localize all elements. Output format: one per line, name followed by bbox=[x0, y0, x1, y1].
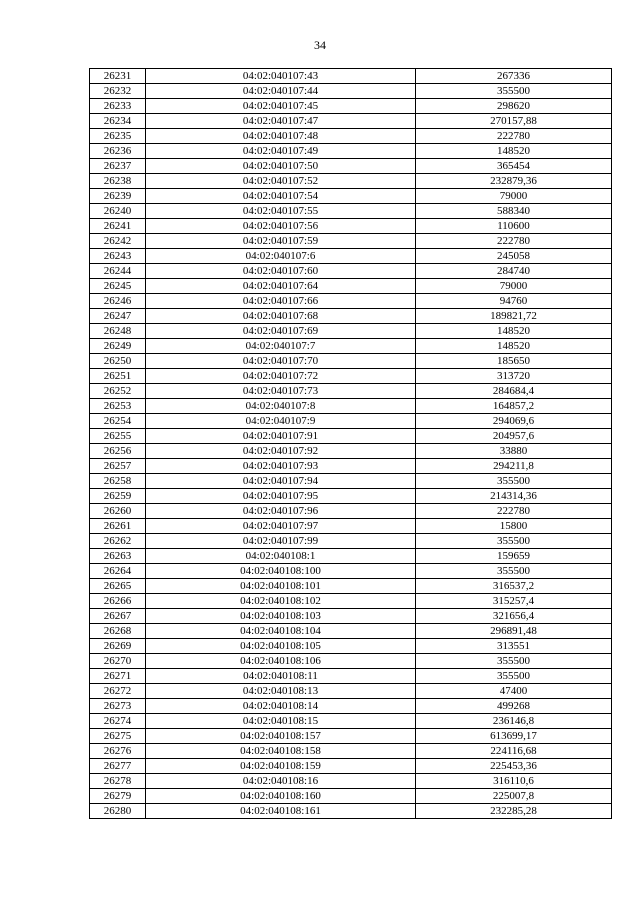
row-number-cell: 26267 bbox=[90, 609, 146, 624]
row-number-cell: 26260 bbox=[90, 504, 146, 519]
row-number-cell: 26265 bbox=[90, 579, 146, 594]
row-number-cell: 26245 bbox=[90, 279, 146, 294]
cadastral-value-cell: 355500 bbox=[416, 534, 612, 549]
cadastral-number-cell: 04:02:040107:93 bbox=[146, 459, 416, 474]
row-number-cell: 26249 bbox=[90, 339, 146, 354]
table-row bbox=[90, 129, 612, 144]
table-row bbox=[90, 354, 612, 369]
cadastral-value-cell: 355500 bbox=[416, 474, 612, 489]
row-number-cell: 26255 bbox=[90, 429, 146, 444]
cadastral-value-cell: 222780 bbox=[416, 129, 612, 144]
cadastral-value-cell: 204957,6 bbox=[416, 429, 612, 444]
row-number-cell: 26273 bbox=[90, 699, 146, 714]
row-number-cell: 26240 bbox=[90, 204, 146, 219]
table-row bbox=[90, 519, 612, 534]
table-row bbox=[90, 399, 612, 414]
cadastral-number-cell: 04:02:040107:73 bbox=[146, 384, 416, 399]
cadastral-number-cell: 04:02:040107:44 bbox=[146, 84, 416, 99]
cadastral-value-cell: 313720 bbox=[416, 369, 612, 384]
page-number: 34 bbox=[314, 38, 326, 52]
row-number-cell: 26242 bbox=[90, 234, 146, 249]
table-row bbox=[90, 279, 612, 294]
table-row bbox=[90, 324, 612, 339]
table-row bbox=[90, 189, 612, 204]
row-number-cell: 26241 bbox=[90, 219, 146, 234]
row-number-cell: 26250 bbox=[90, 354, 146, 369]
row-number-cell: 26258 bbox=[90, 474, 146, 489]
table-row bbox=[90, 384, 612, 399]
row-number-cell: 26235 bbox=[90, 129, 146, 144]
cadastral-number-cell: 04:02:040107:91 bbox=[146, 429, 416, 444]
row-number-cell: 26232 bbox=[90, 84, 146, 99]
cadastral-number-cell: 04:02:040107:55 bbox=[146, 204, 416, 219]
table-row bbox=[90, 84, 612, 99]
table-row bbox=[90, 684, 612, 699]
table-row bbox=[90, 99, 612, 114]
row-number-cell: 26275 bbox=[90, 729, 146, 744]
row-number-cell: 26254 bbox=[90, 414, 146, 429]
row-number-cell: 26231 bbox=[90, 69, 146, 84]
cadastral-value-cell: 365454 bbox=[416, 159, 612, 174]
table-row bbox=[90, 774, 612, 789]
cadastral-number-cell: 04:02:040107:64 bbox=[146, 279, 416, 294]
row-number-cell: 26279 bbox=[90, 789, 146, 804]
table-row bbox=[90, 789, 612, 804]
cadastral-number-cell: 04:02:040107:95 bbox=[146, 489, 416, 504]
table-row bbox=[90, 699, 612, 714]
table-row bbox=[90, 624, 612, 639]
cadastral-number-cell: 04:02:040108:14 bbox=[146, 699, 416, 714]
table-row bbox=[90, 609, 612, 624]
row-number-cell: 26246 bbox=[90, 294, 146, 309]
row-number-cell: 26263 bbox=[90, 549, 146, 564]
row-number-cell: 26264 bbox=[90, 564, 146, 579]
cadastral-number-cell: 04:02:040107:72 bbox=[146, 369, 416, 384]
cadastral-number-cell: 04:02:040108:16 bbox=[146, 774, 416, 789]
cadastral-number-cell: 04:02:040108:106 bbox=[146, 654, 416, 669]
row-number-cell: 26272 bbox=[90, 684, 146, 699]
table-body bbox=[90, 69, 612, 819]
table-row bbox=[90, 234, 612, 249]
table-row bbox=[90, 639, 612, 654]
table-row bbox=[90, 759, 612, 774]
cadastral-value-cell: 355500 bbox=[416, 84, 612, 99]
cadastral-value-cell: 232879,36 bbox=[416, 174, 612, 189]
row-number-cell: 26239 bbox=[90, 189, 146, 204]
cadastral-value-cell: 164857,2 bbox=[416, 399, 612, 414]
table-row bbox=[90, 204, 612, 219]
cadastral-number-cell: 04:02:040108:102 bbox=[146, 594, 416, 609]
row-number-cell: 26266 bbox=[90, 594, 146, 609]
row-number-cell: 26262 bbox=[90, 534, 146, 549]
table-row bbox=[90, 489, 612, 504]
table-row bbox=[90, 429, 612, 444]
table-row bbox=[90, 459, 612, 474]
table-row bbox=[90, 744, 612, 759]
table-row bbox=[90, 309, 612, 324]
row-number-cell: 26269 bbox=[90, 639, 146, 654]
row-number-cell: 26233 bbox=[90, 99, 146, 114]
table-row bbox=[90, 714, 612, 729]
cadastral-value-cell: 284684,4 bbox=[416, 384, 612, 399]
cadastral-number-cell: 04:02:040108:103 bbox=[146, 609, 416, 624]
cadastral-value-cell: 148520 bbox=[416, 339, 612, 354]
cadastral-value-cell: 185650 bbox=[416, 354, 612, 369]
cadastral-number-cell: 04:02:040107:49 bbox=[146, 144, 416, 159]
cadastral-number-cell: 04:02:040108:13 bbox=[146, 684, 416, 699]
cadastral-number-cell: 04:02:040107:96 bbox=[146, 504, 416, 519]
cadastral-number-cell: 04:02:040108:105 bbox=[146, 639, 416, 654]
table-row bbox=[90, 594, 612, 609]
cadastral-number-cell: 04:02:040107:99 bbox=[146, 534, 416, 549]
table-row bbox=[90, 339, 612, 354]
table-row bbox=[90, 159, 612, 174]
cadastral-value-cell: 225453,36 bbox=[416, 759, 612, 774]
row-number-cell: 26247 bbox=[90, 309, 146, 324]
cadastral-number-cell: 04:02:040108:1 bbox=[146, 549, 416, 564]
cadastral-value-cell: 267336 bbox=[416, 69, 612, 84]
cadastral-value-cell: 588340 bbox=[416, 204, 612, 219]
table-row bbox=[90, 474, 612, 489]
cadastral-number-cell: 04:02:040107:94 bbox=[146, 474, 416, 489]
table-row bbox=[90, 69, 612, 84]
cadastral-value-cell: 245058 bbox=[416, 249, 612, 264]
cadastral-number-cell: 04:02:040107:70 bbox=[146, 354, 416, 369]
cadastral-value-cell: 148520 bbox=[416, 324, 612, 339]
row-number-cell: 26278 bbox=[90, 774, 146, 789]
cadastral-value-cell: 316537,2 bbox=[416, 579, 612, 594]
cadastral-number-cell: 04:02:040107:69 bbox=[146, 324, 416, 339]
cadastral-value-cell: 159659 bbox=[416, 549, 612, 564]
table-row bbox=[90, 669, 612, 684]
table-row bbox=[90, 729, 612, 744]
cadastral-value-cell: 79000 bbox=[416, 189, 612, 204]
cadastral-number-cell: 04:02:040107:50 bbox=[146, 159, 416, 174]
cadastral-number-cell: 04:02:040107:59 bbox=[146, 234, 416, 249]
cadastral-value-cell: 613699,17 bbox=[416, 729, 612, 744]
cadastral-number-cell: 04:02:040107:68 bbox=[146, 309, 416, 324]
cadastral-value-cell: 284740 bbox=[416, 264, 612, 279]
cadastral-value-cell: 355500 bbox=[416, 564, 612, 579]
cadastral-number-cell: 04:02:040108:160 bbox=[146, 789, 416, 804]
cadastral-number-cell: 04:02:040108:157 bbox=[146, 729, 416, 744]
cadastral-number-cell: 04:02:040107:66 bbox=[146, 294, 416, 309]
cadastral-value-cell: 499268 bbox=[416, 699, 612, 714]
table-row bbox=[90, 249, 612, 264]
table-row bbox=[90, 114, 612, 129]
cadastral-value-cell: 222780 bbox=[416, 234, 612, 249]
cadastral-value-table bbox=[89, 68, 612, 819]
cadastral-value-cell: 33880 bbox=[416, 444, 612, 459]
row-number-cell: 26257 bbox=[90, 459, 146, 474]
row-number-cell: 26236 bbox=[90, 144, 146, 159]
row-number-cell: 26244 bbox=[90, 264, 146, 279]
row-number-cell: 26248 bbox=[90, 324, 146, 339]
cadastral-value-cell: 355500 bbox=[416, 654, 612, 669]
table-row bbox=[90, 564, 612, 579]
cadastral-number-cell: 04:02:040107:48 bbox=[146, 129, 416, 144]
table-row bbox=[90, 444, 612, 459]
cadastral-number-cell: 04:02:040108:158 bbox=[146, 744, 416, 759]
cadastral-value-cell: 94760 bbox=[416, 294, 612, 309]
cadastral-value-cell: 79000 bbox=[416, 279, 612, 294]
table-row bbox=[90, 294, 612, 309]
cadastral-number-cell: 04:02:040107:9 bbox=[146, 414, 416, 429]
row-number-cell: 26261 bbox=[90, 519, 146, 534]
row-number-cell: 26259 bbox=[90, 489, 146, 504]
row-number-cell: 26276 bbox=[90, 744, 146, 759]
row-number-cell: 26256 bbox=[90, 444, 146, 459]
row-number-cell: 26234 bbox=[90, 114, 146, 129]
table-row bbox=[90, 369, 612, 384]
cadastral-value-cell: 214314,36 bbox=[416, 489, 612, 504]
cadastral-value-cell: 294069,6 bbox=[416, 414, 612, 429]
cadastral-value-cell: 315257,4 bbox=[416, 594, 612, 609]
cadastral-value-cell: 232285,28 bbox=[416, 804, 612, 819]
table-row bbox=[90, 579, 612, 594]
cadastral-value-cell: 15800 bbox=[416, 519, 612, 534]
cadastral-value-cell: 321656,4 bbox=[416, 609, 612, 624]
cadastral-number-cell: 04:02:040107:54 bbox=[146, 189, 416, 204]
cadastral-number-cell: 04:02:040107:45 bbox=[146, 99, 416, 114]
row-number-cell: 26271 bbox=[90, 669, 146, 684]
table-row bbox=[90, 144, 612, 159]
cadastral-value-cell: 270157,88 bbox=[416, 114, 612, 129]
cadastral-value-cell: 224116,68 bbox=[416, 744, 612, 759]
cadastral-value-cell: 355500 bbox=[416, 669, 612, 684]
cadastral-number-cell: 04:02:040108:159 bbox=[146, 759, 416, 774]
table-row bbox=[90, 414, 612, 429]
row-number-cell: 26268 bbox=[90, 624, 146, 639]
cadastral-number-cell: 04:02:040107:56 bbox=[146, 219, 416, 234]
table-row bbox=[90, 549, 612, 564]
row-number-cell: 26238 bbox=[90, 174, 146, 189]
cadastral-value-cell: 296891,48 bbox=[416, 624, 612, 639]
cadastral-number-cell: 04:02:040107:60 bbox=[146, 264, 416, 279]
cadastral-number-cell: 04:02:040108:104 bbox=[146, 624, 416, 639]
cadastral-number-cell: 04:02:040107:43 bbox=[146, 69, 416, 84]
cadastral-value-cell: 110600 bbox=[416, 219, 612, 234]
cadastral-value-cell: 316110,6 bbox=[416, 774, 612, 789]
table-row bbox=[90, 534, 612, 549]
table-row bbox=[90, 219, 612, 234]
table-row bbox=[90, 264, 612, 279]
cadastral-value-cell: 236146,8 bbox=[416, 714, 612, 729]
cadastral-value-cell: 222780 bbox=[416, 504, 612, 519]
table-row bbox=[90, 654, 612, 669]
row-number-cell: 26252 bbox=[90, 384, 146, 399]
cadastral-number-cell: 04:02:040108:15 bbox=[146, 714, 416, 729]
table-row bbox=[90, 174, 612, 189]
cadastral-number-cell: 04:02:040107:97 bbox=[146, 519, 416, 534]
cadastral-number-cell: 04:02:040107:6 bbox=[146, 249, 416, 264]
cadastral-value-cell: 225007,8 bbox=[416, 789, 612, 804]
cadastral-value-cell: 47400 bbox=[416, 684, 612, 699]
row-number-cell: 26243 bbox=[90, 249, 146, 264]
cadastral-value-cell: 298620 bbox=[416, 99, 612, 114]
cadastral-number-cell: 04:02:040107:92 bbox=[146, 444, 416, 459]
table-row bbox=[90, 804, 612, 819]
row-number-cell: 26251 bbox=[90, 369, 146, 384]
cadastral-value-cell: 189821,72 bbox=[416, 309, 612, 324]
row-number-cell: 26277 bbox=[90, 759, 146, 774]
cadastral-number-cell: 04:02:040108:101 bbox=[146, 579, 416, 594]
cadastral-number-cell: 04:02:040107:7 bbox=[146, 339, 416, 354]
cadastral-number-cell: 04:02:040108:11 bbox=[146, 669, 416, 684]
row-number-cell: 26237 bbox=[90, 159, 146, 174]
cadastral-value-cell: 313551 bbox=[416, 639, 612, 654]
cadastral-number-cell: 04:02:040108:100 bbox=[146, 564, 416, 579]
row-number-cell: 26253 bbox=[90, 399, 146, 414]
table-row bbox=[90, 504, 612, 519]
cadastral-number-cell: 04:02:040107:8 bbox=[146, 399, 416, 414]
cadastral-number-cell: 04:02:040107:52 bbox=[146, 174, 416, 189]
cadastral-value-cell: 148520 bbox=[416, 144, 612, 159]
row-number-cell: 26274 bbox=[90, 714, 146, 729]
row-number-cell: 26270 bbox=[90, 654, 146, 669]
cadastral-number-cell: 04:02:040107:47 bbox=[146, 114, 416, 129]
cadastral-value-cell: 294211,8 bbox=[416, 459, 612, 474]
cadastral-number-cell: 04:02:040108:161 bbox=[146, 804, 416, 819]
row-number-cell: 26280 bbox=[90, 804, 146, 819]
